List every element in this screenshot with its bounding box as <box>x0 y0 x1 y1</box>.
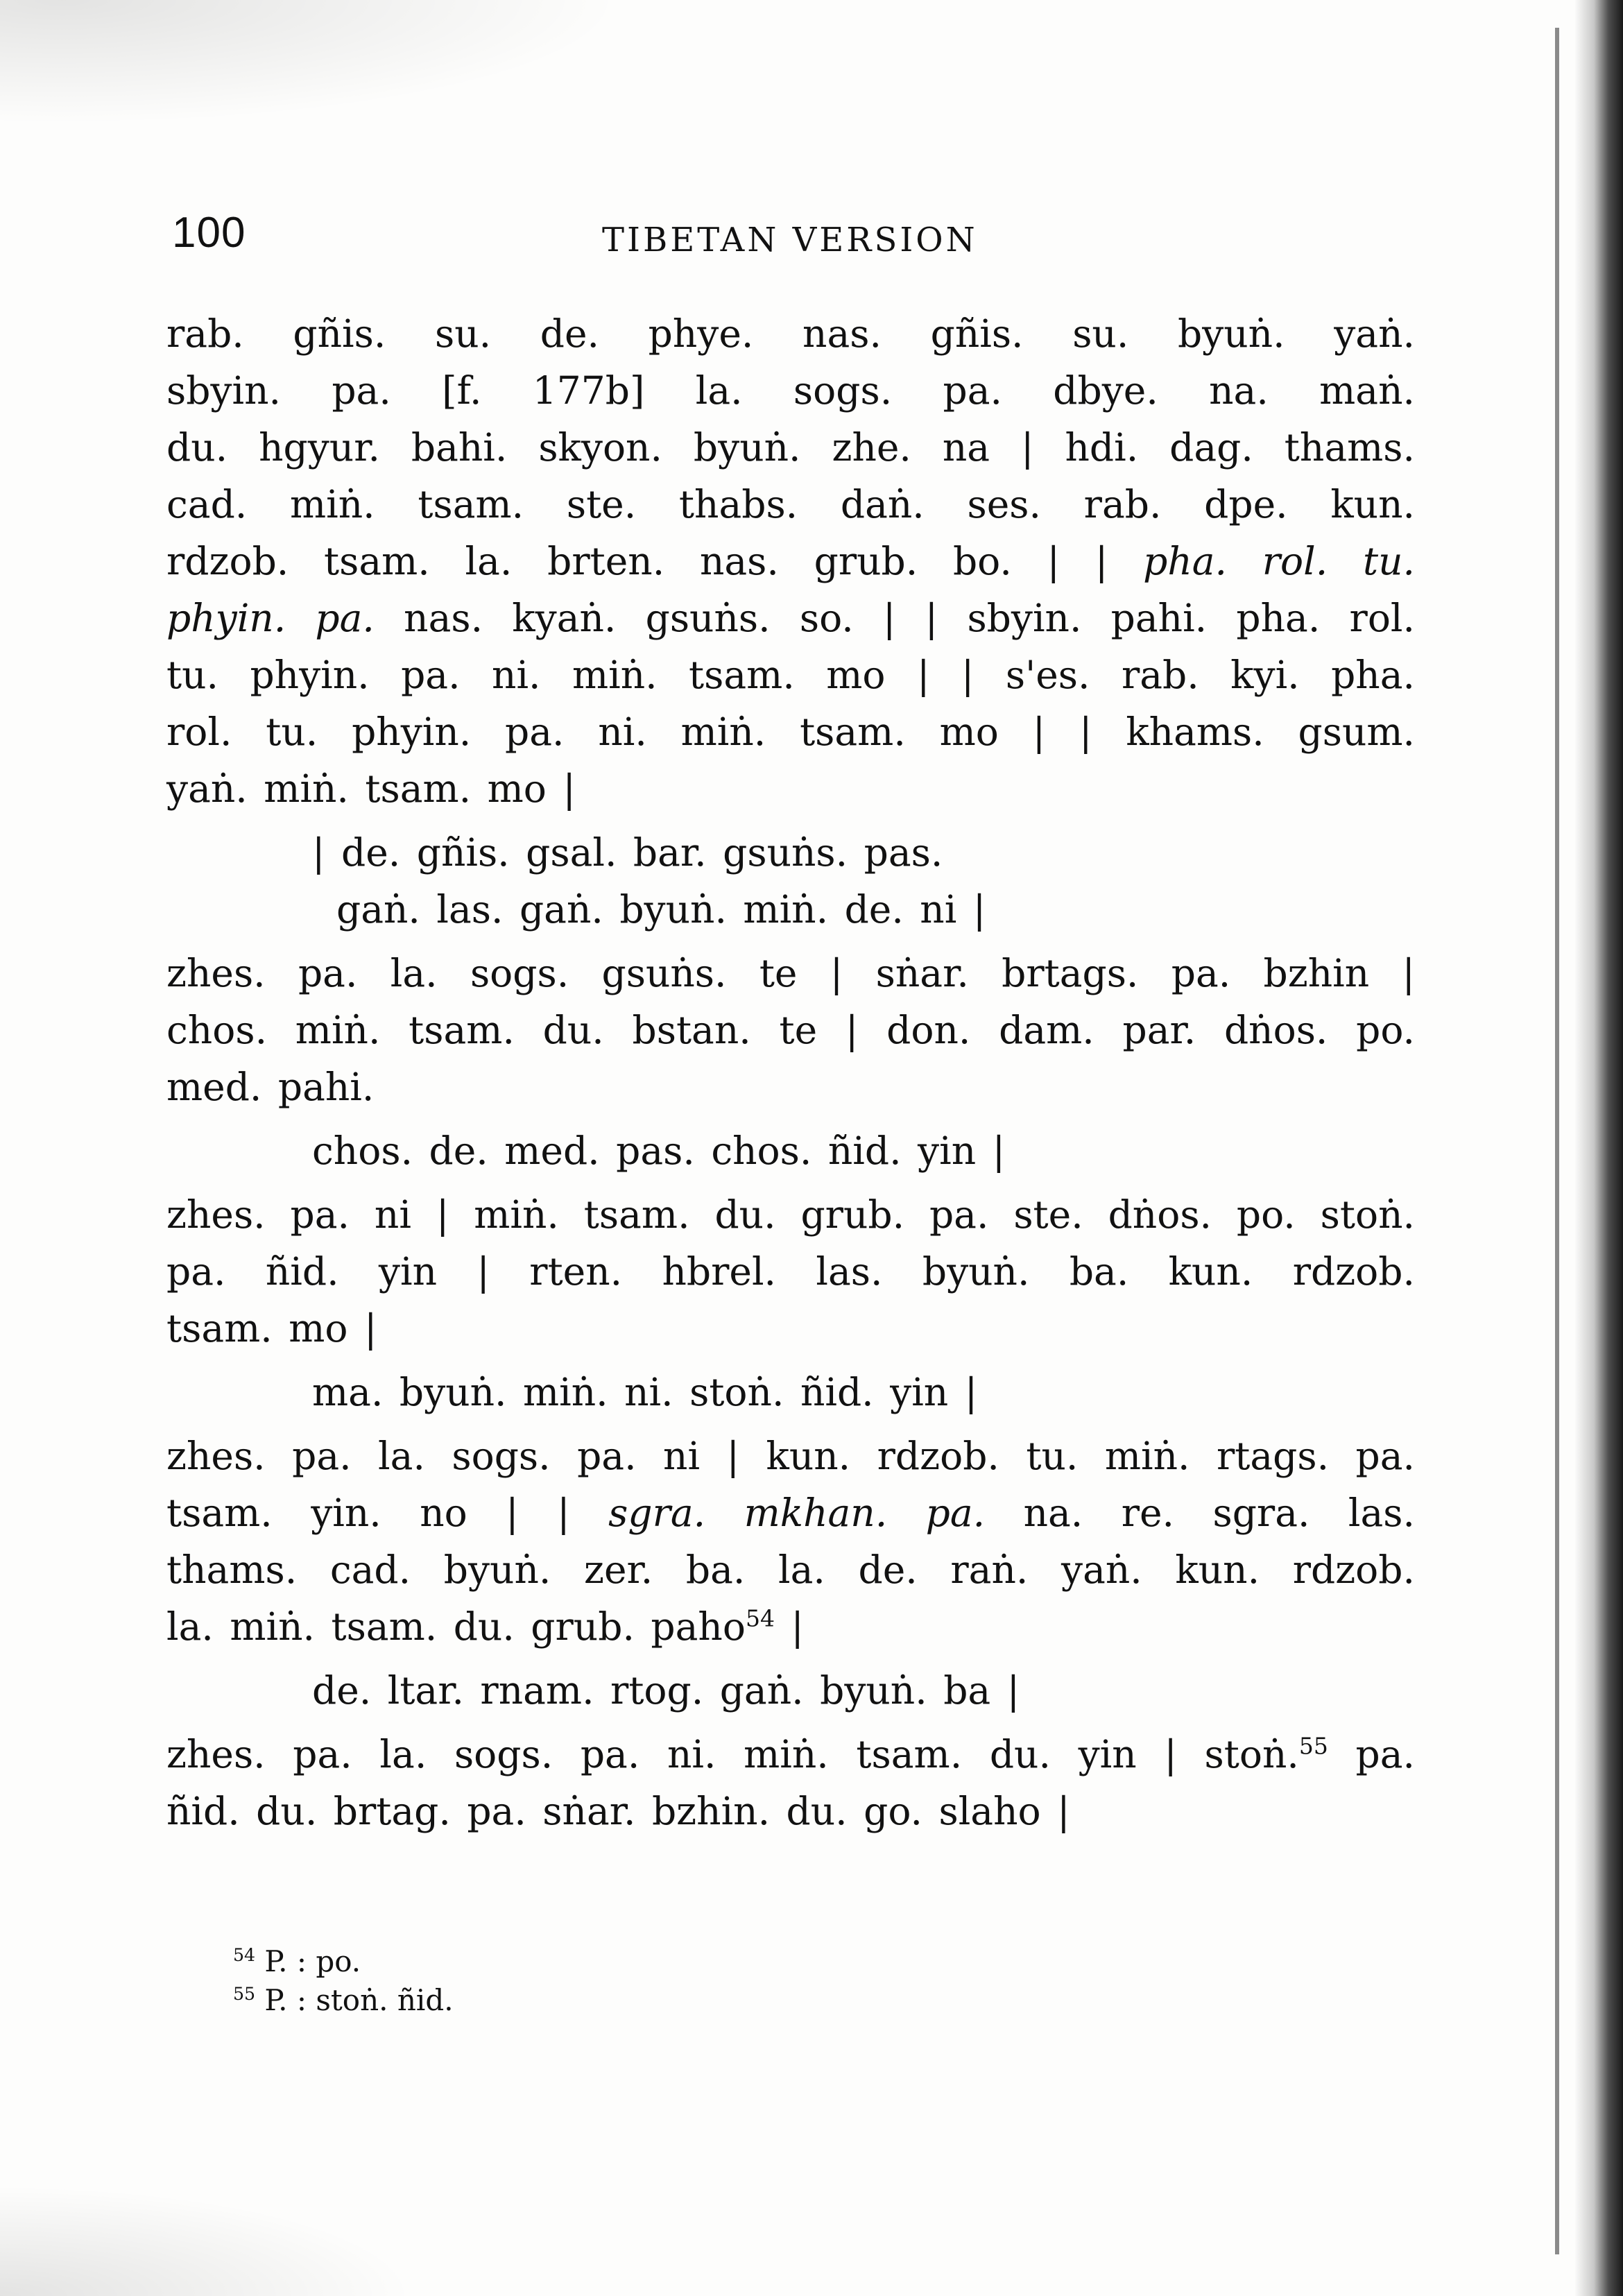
text-line: cad. miṅ. tsam. ste. thabs. daṅ. ses. rab. dpe. kun. <box>166 482 1415 526</box>
binding-edge-line <box>1555 28 1559 2254</box>
paragraph-3 <box>166 1186 1415 1357</box>
text-line: zhes. pa. la. sogs. pa. ni | kun. rdzob. tu. miṅ. rtags. pa. <box>166 1434 1415 1478</box>
text-line: zhes. pa. la. sogs. gsuṅs. te | sṅar. brtags. pa. bzhin | <box>166 951 1415 995</box>
footnotes <box>233 1942 454 2020</box>
footnote-ref: 55 <box>1298 1732 1328 1760</box>
text-line <box>166 1726 1415 1783</box>
text-span: nas. kyaṅ. gsuṅs. so. | | sbyin. pahi. pha. rol. <box>404 596 1416 640</box>
text-span: la. miṅ. tsam. du. grub. paho <box>166 1604 746 1649</box>
paragraph-2 <box>166 945 1415 1115</box>
paragraph-1 <box>166 305 1415 817</box>
running-title: TIBETAN VERSION <box>602 221 978 259</box>
verse-line: | de. gñis. gsal. bar. gsuṅs. pas. <box>312 830 943 875</box>
footnote-mark: 54 <box>233 1945 256 1965</box>
page-header <box>172 208 1420 277</box>
text-line: sbyin. pa. [f. 177b] la. sogs. pa. dbye. na. maṅ. <box>166 368 1415 413</box>
text-line <box>166 533 1415 590</box>
footnote-text: P. : stoṅ. ñid. <box>264 1983 454 2017</box>
body-text <box>166 305 1415 1840</box>
binding-shadow <box>1574 0 1623 2296</box>
text-span: rdzob. tsam. la. brten. nas. grub. bo. | | <box>166 539 1108 583</box>
scan-shading-bottom <box>0 2185 416 2296</box>
text-line: rab. gñis. su. de. phye. nas. gñis. su. byuṅ. yaṅ. <box>166 311 1415 356</box>
text-span: na. re. sgra. las. <box>1023 1491 1416 1535</box>
text-line: zhes. pa. ni | miṅ. tsam. du. grub. pa. ste. dṅos. po. stoṅ. <box>166 1192 1415 1237</box>
paragraph-4 <box>166 1428 1415 1655</box>
footnote-mark: 55 <box>233 1984 256 2004</box>
text-line <box>166 1598 1415 1655</box>
text-span: tsam. yin. no | | <box>166 1491 570 1535</box>
text-line: pa. ñid. yin | rten. hbrel. las. byuṅ. ba. kun. rdzob. <box>166 1249 1415 1294</box>
text-line: thams. cad. byuṅ. zer. ba. la. de. raṅ. yaṅ. kun. rdzob. <box>166 1548 1415 1592</box>
italic-title: pha. rol. tu. <box>1143 539 1415 583</box>
footnote <box>233 1942 454 1981</box>
text-line <box>166 590 1415 646</box>
text-line: tsam. mo | <box>166 1306 377 1351</box>
footnote-ref: 54 <box>745 1604 775 1632</box>
scan-shading-top <box>0 0 624 125</box>
verse-1 <box>166 824 1415 938</box>
verse-line: de. ltar. rnam. rtog. gaṅ. byuṅ. ba | <box>312 1668 1020 1713</box>
italic-title: phyin. pa. <box>166 596 375 640</box>
paragraph-5 <box>166 1726 1415 1840</box>
text-line: yaṅ. miṅ. tsam. mo | <box>166 766 576 811</box>
verse-line: gaṅ. las. gaṅ. byuṅ. miṅ. de. ni | <box>336 887 986 932</box>
text-span: zhes. pa. la. sogs. pa. ni. miṅ. tsam. du. yin | stoṅ. <box>166 1732 1299 1776</box>
page-number: 100 <box>172 209 246 257</box>
text-line <box>166 1484 1415 1541</box>
text-line: ñid. du. brtag. pa. sṅar. bzhin. du. go. slaho | <box>166 1789 1070 1833</box>
text-line: chos. miṅ. tsam. du. bstan. te | don. dam. par. dṅos. po. <box>166 1008 1415 1052</box>
text-line: du. hgyur. bahi. skyon. byuṅ. zhe. na | hdi. dag. thams. <box>166 425 1415 470</box>
footnote <box>233 1981 454 2020</box>
verse-line: chos. de. med. pas. chos. ñid. yin | <box>312 1129 1006 1173</box>
text-line: tu. phyin. pa. ni. miṅ. tsam. mo | | s'es. rab. kyi. pha. <box>166 653 1415 697</box>
italic-title: sgra. mkhan. pa. <box>608 1491 986 1535</box>
verse-line: ma. byuṅ. miṅ. ni. stoṅ. ñid. yin | <box>312 1370 978 1414</box>
text-span: | <box>774 1604 804 1649</box>
text-line: rol. tu. phyin. pa. ni. miṅ. tsam. mo | | khams. gsum. <box>166 710 1415 754</box>
text-line: med. pahi. <box>166 1065 375 1109</box>
text-span: pa. <box>1328 1732 1415 1776</box>
footnote-text: P. : po. <box>264 1944 361 1978</box>
